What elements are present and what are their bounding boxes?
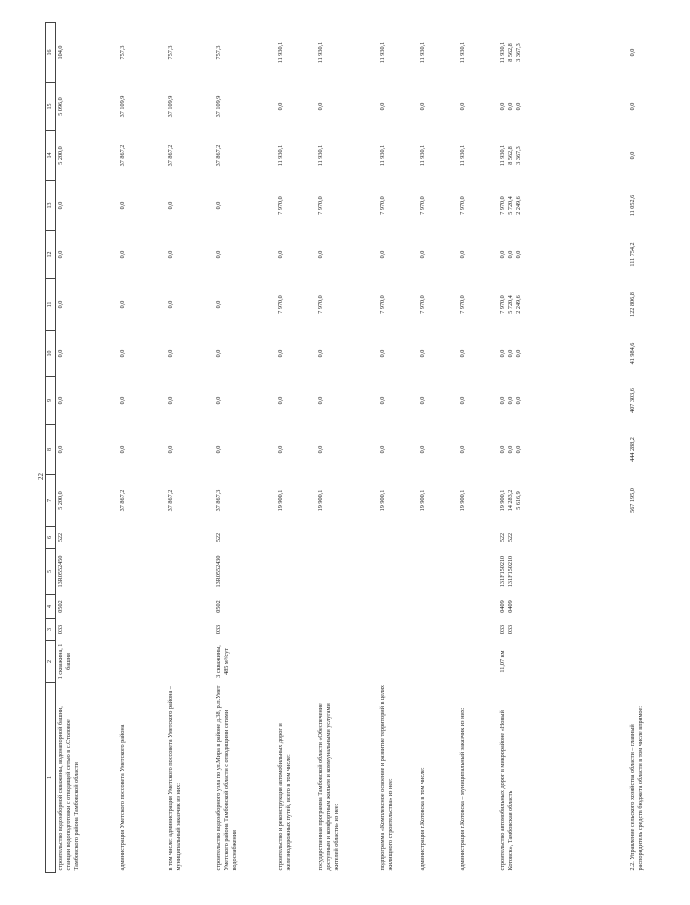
table-cell: 0,0: [276, 102, 284, 111]
budget-table: [45, 22, 690, 873]
table-cell: 7 970,0: [458, 295, 466, 314]
table-cell: 0,0: [458, 102, 466, 111]
table-cell: 0,0: [118, 396, 126, 405]
table-cell: [316, 641, 378, 683]
table-cell: 033 033: [498, 624, 514, 635]
table-row: [118, 23, 166, 873]
table-cell: 0,0: [166, 445, 174, 454]
col-header: 2: [46, 641, 56, 683]
table-cell: 0,0 0,0 0,0: [498, 396, 522, 405]
page-number: 22: [37, 473, 45, 480]
table-cell: [276, 527, 316, 549]
table-cell: 41 984,6: [628, 342, 636, 365]
table-cell: 0,0: [214, 396, 222, 405]
table-cell: 11 930,1: [418, 41, 426, 64]
table-cell: 0,0: [214, 300, 222, 309]
table-cell: 19 900,1: [316, 489, 324, 512]
col-header: 4: [46, 595, 56, 619]
table-cell: 11 930,1: [276, 144, 284, 167]
table-cell: 11 930,1: [378, 41, 386, 64]
col-header: 1: [46, 683, 56, 873]
row-description: в том числе: администрация Уметского поссовета Уметского района – муниципальный заказчик из них:: [166, 686, 182, 871]
table-cell: 7 970,0: [458, 196, 466, 215]
table-cell: [378, 641, 418, 683]
table-cell: 0,0: [458, 445, 466, 454]
table-cell: 0,0: [316, 102, 324, 111]
table-cell: [118, 549, 166, 595]
table-cell: 3 скважины, 485 м³/сут: [214, 645, 230, 678]
col-header: 7: [46, 475, 56, 527]
table-cell: 0,0: [118, 250, 126, 259]
table-cell: 7 970,0: [418, 196, 426, 215]
row-description: подпрограмма «Комплексное освоение и развитие территорий в целях жилищного строительства» из нее:: [378, 684, 394, 871]
row-description: строительство водозаборного узла по ул.Мира в районе д.38, р.п.Умет Уметского района Тамбовской области с отводящими сетями водоснабжения: [214, 685, 238, 871]
table-cell: 0,0: [118, 300, 126, 309]
table-cell: 11 930,1: [316, 41, 324, 64]
table-cell: 19 900,1: [458, 489, 466, 512]
table-cell: 37 867,2: [118, 489, 126, 512]
table-cell: 033: [214, 624, 222, 635]
table-cell: [276, 549, 316, 595]
table-row: [166, 23, 214, 873]
table-cell: 0,0: [316, 445, 324, 454]
table-cell: [458, 641, 498, 683]
table-cell: [276, 619, 316, 641]
table-cell: [628, 595, 690, 619]
table-cell: 0,0: [628, 151, 636, 160]
table-cell: 0,0 0,0 0,0: [498, 349, 522, 358]
table-cell: [166, 641, 214, 683]
row-description: администрация г.Котовска – муниципальный заказчик из них:: [458, 707, 466, 871]
table-cell: 0,0: [214, 349, 222, 358]
table-cell: 0,0: [628, 102, 636, 111]
table-cell: 522: [57, 532, 64, 543]
row-description: администрация Уметского поссовета Уметского района: [118, 724, 126, 871]
table-cell: [166, 527, 214, 549]
table-cell: [166, 619, 214, 641]
table-cell: 19 900,1: [418, 489, 426, 512]
table-cell: [378, 549, 418, 595]
table-cell: 122 806,8: [628, 292, 636, 317]
table-cell: 5 096,0: [57, 97, 64, 116]
table-cell: 37 867,2: [166, 144, 174, 167]
table-cell: 444 288,2: [628, 437, 636, 462]
table-cell: 0,0: [316, 396, 324, 405]
table-cell: 0,0: [166, 201, 174, 210]
table-cell: 0,0: [378, 396, 386, 405]
col-header: 3: [46, 619, 56, 641]
table-cell: [316, 595, 378, 619]
table-cell: [378, 619, 418, 641]
table-cell: 11 930,1 8 562,8 3 367,3: [498, 41, 522, 64]
table-cell: 7 970,0: [378, 295, 386, 314]
table-cell: 7 970,0: [378, 196, 386, 215]
table-row: [276, 23, 316, 873]
table-cell: 0,0: [276, 396, 284, 405]
table-cell: 0,0 0,0 0,0: [498, 102, 522, 111]
table-cell: 37 867,2: [118, 144, 126, 167]
col-header: 16: [46, 23, 56, 83]
table-cell: 757,3: [118, 45, 126, 60]
table-cell: 0,0: [214, 250, 222, 259]
table-cell: 11 052,6: [628, 194, 636, 217]
table-cell: 11 930,1: [316, 144, 324, 167]
table-cell: 7 970,0: [418, 295, 426, 314]
table-cell: [418, 527, 458, 549]
col-header: 15: [46, 83, 56, 131]
row-description: администрация г.Котовска в том числе:: [418, 767, 426, 871]
table-cell: [628, 641, 690, 683]
table-cell: [378, 527, 418, 549]
table-cell: [276, 641, 316, 683]
table-cell: 0,0: [57, 445, 64, 454]
table-cell: 0502: [214, 600, 222, 613]
table-cell: 7 970,0: [276, 196, 284, 215]
table-cell: 0,0: [166, 396, 174, 405]
table-cell: 0,0: [418, 102, 426, 111]
table-cell: [118, 641, 166, 683]
table-cell: [118, 619, 166, 641]
table-cell: [458, 619, 498, 641]
table-cell: [628, 527, 690, 549]
row-description: государственная программа Тамбовской области «Обеспечение доступным и комфортным жильем и коммунальными услугами жителей области» из нее:: [316, 703, 340, 871]
table-cell: 0,0: [214, 445, 222, 454]
row-description: строительство и реконструкция автомобильных дорог и железнодорожных путей, всего в том числе:: [276, 723, 292, 871]
table-cell: 757,3: [214, 45, 222, 60]
table-cell: 11,07 км: [498, 650, 506, 673]
table-cell: 131F150210 131F150210: [498, 555, 514, 588]
col-header: 11: [46, 279, 56, 331]
table-cell: 7 970,0: [316, 196, 324, 215]
table-cell: 0,0: [316, 349, 324, 358]
table-cell: 0,0: [118, 445, 126, 454]
table-cell: 13R0552450: [57, 555, 64, 588]
table-cell: 11 930,1: [458, 144, 466, 167]
table-row: [458, 23, 498, 873]
table-cell: 0,0: [458, 396, 466, 405]
table-cell: 7 970,0 5 720,4 2 249,6: [498, 196, 522, 215]
table-cell: 0,0: [118, 349, 126, 358]
table-cell: 5 200,0: [57, 146, 64, 165]
table-cell: 0,0: [276, 445, 284, 454]
table-row: [214, 23, 276, 873]
table-cell: 522 522: [498, 532, 514, 543]
table-cell: 104,0: [57, 45, 64, 60]
table-cell: 0,0: [378, 349, 386, 358]
table-cell: 0,0: [378, 250, 386, 259]
table-row: [316, 23, 378, 873]
table-cell: [458, 549, 498, 595]
table-cell: 0,0: [57, 201, 64, 210]
table-cell: 11 930,1: [276, 41, 284, 64]
col-header: 6: [46, 527, 56, 549]
table-cell: 0409 0409: [498, 600, 514, 613]
table-cell: 0,0: [166, 349, 174, 358]
col-header: 5: [46, 549, 56, 595]
table-cell: 0,0: [628, 48, 636, 57]
table-cell: 19 900,1: [378, 489, 386, 512]
col-header: 10: [46, 331, 56, 377]
table-cell: 0,0 0,0 0,0: [498, 445, 522, 454]
table-cell: [418, 549, 458, 595]
table-cell: 37 109,9: [166, 95, 174, 118]
table-cell: 0,0: [166, 250, 174, 259]
table-cell: [628, 549, 690, 595]
table-cell: [118, 595, 166, 619]
table-cell: 0,0: [378, 445, 386, 454]
table-cell: 033: [57, 624, 64, 635]
table-cell: 7 970,0: [276, 295, 284, 314]
table-cell: 37 867,2: [214, 144, 222, 167]
table-row: [378, 23, 418, 873]
table-cell: 0,0: [316, 250, 324, 259]
table-cell: 407 303,6: [628, 388, 636, 413]
table-cell: [166, 595, 214, 619]
table-cell: [418, 641, 458, 683]
row-description: 2.2. Управление сельского хозяйства области – главный распорядитель средств бюджета области в том числе впрямое:: [628, 705, 644, 871]
row-description: строительство водозаборной скважины, водонапорной башни, станции водоподготовки с отводящей сетью в с.Столовое Тамбовского района Тамбовской области: [57, 706, 81, 871]
table-cell: 19 900,1 14 283,2 5 616,9: [498, 489, 522, 512]
table-cell: [316, 549, 378, 595]
table-cell: 0,0: [214, 201, 222, 210]
rotated-sheet: [25, 15, 644, 885]
table-cell: 0,0: [57, 300, 64, 309]
table-row: [498, 23, 628, 873]
table-cell: 0,0: [166, 300, 174, 309]
table-cell: 7 970,0 5 720,4 2 249,6: [498, 295, 522, 314]
table-cell: 0,0: [418, 396, 426, 405]
table-row: [628, 23, 690, 873]
table-cell: 0502: [57, 600, 64, 613]
table-cell: [316, 527, 378, 549]
table-row: [56, 23, 118, 873]
table-cell: 37 109,9: [118, 95, 126, 118]
table-cell: 37 109,9: [214, 95, 222, 118]
table-row: [418, 23, 458, 873]
col-header: 14: [46, 131, 56, 181]
table-cell: 522: [214, 532, 222, 543]
column-number-row: [46, 23, 56, 873]
table-cell: 757,3: [166, 45, 174, 60]
table-cell: [118, 527, 166, 549]
table-cell: 11 930,1: [418, 144, 426, 167]
col-header: 8: [46, 425, 56, 475]
table-cell: 0,0: [276, 250, 284, 259]
table-cell: 1 скважина, 1 башня: [57, 643, 73, 680]
table-cell: 567 195,0: [628, 488, 636, 513]
table-cell: [276, 595, 316, 619]
table-cell: 37 867,2: [166, 489, 174, 512]
table-cell: 0,0: [458, 349, 466, 358]
table-cell: 37 867,3: [214, 489, 222, 512]
table-cell: [378, 595, 418, 619]
table-cell: 0,0 0,0 0,0: [498, 250, 522, 259]
table-cell: 0,0: [418, 445, 426, 454]
col-header: 13: [46, 181, 56, 231]
table-cell: 0,0: [418, 349, 426, 358]
table-cell: 11 930,1: [378, 144, 386, 167]
table-cell: 0,0: [458, 250, 466, 259]
table-cell: 11 930,1 8 562,8 3 367,3: [498, 144, 522, 167]
table-cell: [628, 619, 690, 641]
table-cell: 0,0: [57, 349, 64, 358]
table-cell: 0,0: [118, 201, 126, 210]
table-cell: 0,0: [276, 349, 284, 358]
table-cell: 7 970,0: [316, 295, 324, 314]
table-cell: 5 200,0: [57, 491, 64, 510]
table-cell: 0,0: [57, 250, 64, 259]
table-body: [56, 23, 690, 873]
table-cell: [316, 619, 378, 641]
table-cell: 0,0: [378, 102, 386, 111]
table-cell: 13R0552430: [214, 555, 222, 588]
table-cell: 0,0: [57, 396, 64, 405]
table-cell: 0,0: [418, 250, 426, 259]
table-cell: [418, 619, 458, 641]
table-cell: 11 930,1: [458, 41, 466, 64]
table-cell: [166, 549, 214, 595]
table-cell: [458, 595, 498, 619]
table-cell: [458, 527, 498, 549]
table-cell: 19 900,1: [276, 489, 284, 512]
col-header: 12: [46, 231, 56, 279]
row-description: строительство автомобильных дорог в микрорайоне «Новый Котовск», Тамбовская область: [498, 710, 514, 871]
table-cell: 111 754,2: [628, 242, 636, 267]
col-header: 9: [46, 377, 56, 425]
table-cell: [418, 595, 458, 619]
